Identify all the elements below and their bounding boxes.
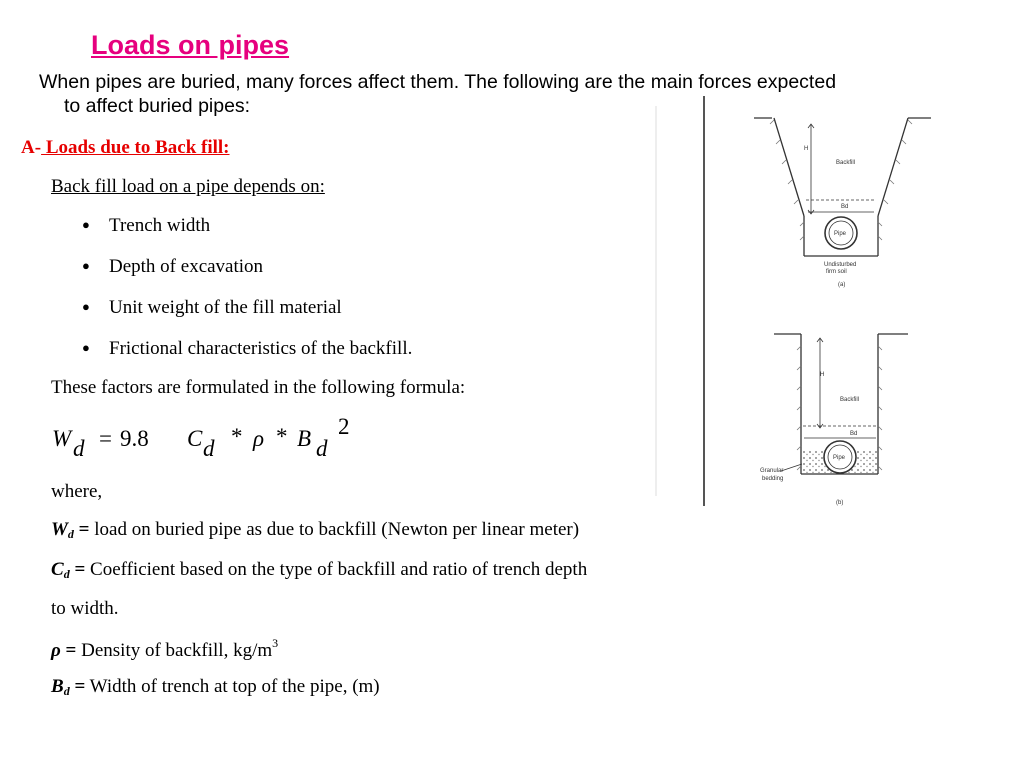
- backfill-load-formula: [50, 414, 370, 470]
- definition-cd-continued: to width.: [51, 598, 119, 619]
- where-label: where,: [51, 481, 103, 502]
- diagram-a-backfill-label: Backfill: [836, 160, 856, 166]
- definition-bd: [51, 676, 380, 699]
- definition-equals: =: [73, 519, 90, 540]
- definition-cd: [51, 559, 587, 582]
- formula-exponent: 2: [338, 414, 350, 439]
- formula-c: C: [187, 426, 203, 451]
- definition-subscript: d: [63, 684, 70, 698]
- bullet-icon: ●: [82, 299, 90, 314]
- factor-label: Frictional characteristics of the backfill.: [109, 338, 413, 359]
- formula-equals: =: [99, 426, 112, 451]
- diagram-b-bd-label: Bd: [850, 431, 858, 437]
- definition-symbol: ρ: [51, 640, 61, 661]
- section-a-title: Loads due to Back fill:: [41, 137, 230, 158]
- factor-label: Unit weight of the fill material: [109, 297, 342, 318]
- depends-on-heading: Back fill load on a pipe depends on:: [51, 176, 325, 197]
- formula-b: B: [297, 426, 312, 451]
- definition-symbol: B: [51, 676, 64, 697]
- page-title: Loads on pipes: [91, 30, 290, 60]
- diagram-b-h-label: H: [820, 372, 825, 378]
- definition-equals: =: [60, 640, 77, 661]
- formula-times-1: *: [231, 424, 243, 449]
- trench-diagram-figure: [646, 96, 946, 506]
- formula-w: W: [52, 426, 72, 451]
- definition-equals: =: [69, 559, 86, 580]
- formula-b-sub: d: [316, 436, 328, 461]
- formula-intro: These factors are formulated in the following formula:: [51, 377, 466, 398]
- diagram-b-bedding-label-1: Granular: [760, 468, 784, 474]
- factor-item: [82, 215, 210, 237]
- trench-diagram-b: [774, 334, 908, 474]
- definition-superscript: 3: [272, 636, 279, 650]
- definition-symbol: W: [51, 519, 68, 540]
- diagram-a-soil-label-2: firm soil: [826, 269, 847, 275]
- factor-label: Trench width: [109, 215, 211, 236]
- diagram-a-pipe-label: Pipe: [834, 231, 847, 237]
- formula-w-sub: d: [73, 436, 85, 461]
- section-a-prefix: A-: [21, 137, 42, 158]
- definition-subscript: d: [67, 527, 74, 541]
- definition-text: Density of backfill, kg/m: [76, 640, 273, 661]
- diagram-b-caption: (b): [836, 500, 844, 506]
- definition-subscript: d: [63, 567, 70, 581]
- formula-rho: ρ: [253, 426, 265, 451]
- diagram-a-h-label: H: [804, 146, 809, 152]
- diagram-b-backfill-label: Backfill: [840, 397, 860, 403]
- bullet-icon: ●: [82, 340, 90, 355]
- diagram-a-caption: (a): [838, 282, 846, 288]
- definition-text: Width of trench at top of the pipe, (m): [85, 676, 380, 697]
- bullet-icon: ●: [82, 258, 90, 273]
- definition-text: load on buried pipe as due to backfill (Newton per linear meter): [89, 519, 580, 540]
- diagram-b-pipe-label: Pipe: [833, 455, 846, 461]
- factor-item: [82, 256, 263, 278]
- definition-symbol: C: [51, 559, 64, 580]
- diagram-b-bedding-label-2: bedding: [762, 476, 784, 482]
- factor-item: [82, 338, 412, 360]
- definition-wd: [51, 519, 579, 542]
- diagram-a-bd-label: Bd: [841, 204, 849, 210]
- intro-line-1: When pipes are buried, many forces affect them. The following are the main forces expected: [39, 71, 837, 93]
- intro-line-2: to affect buried pipes:: [64, 95, 251, 117]
- formula-c-sub: d: [203, 436, 215, 461]
- definition-equals: =: [69, 676, 86, 697]
- formula-coefficient: 9.8: [120, 426, 149, 451]
- formula-times-2: *: [276, 424, 288, 449]
- factor-item: [82, 297, 342, 319]
- definition-text: Coefficient based on the type of backfill and ratio of trench depth: [85, 559, 588, 580]
- factor-label: Depth of excavation: [109, 256, 264, 277]
- definition-rho: [51, 636, 278, 662]
- diagram-a-soil-label-1: Undisturbed: [824, 262, 857, 268]
- bullet-icon: ●: [82, 217, 90, 232]
- section-a-heading: [21, 137, 230, 159]
